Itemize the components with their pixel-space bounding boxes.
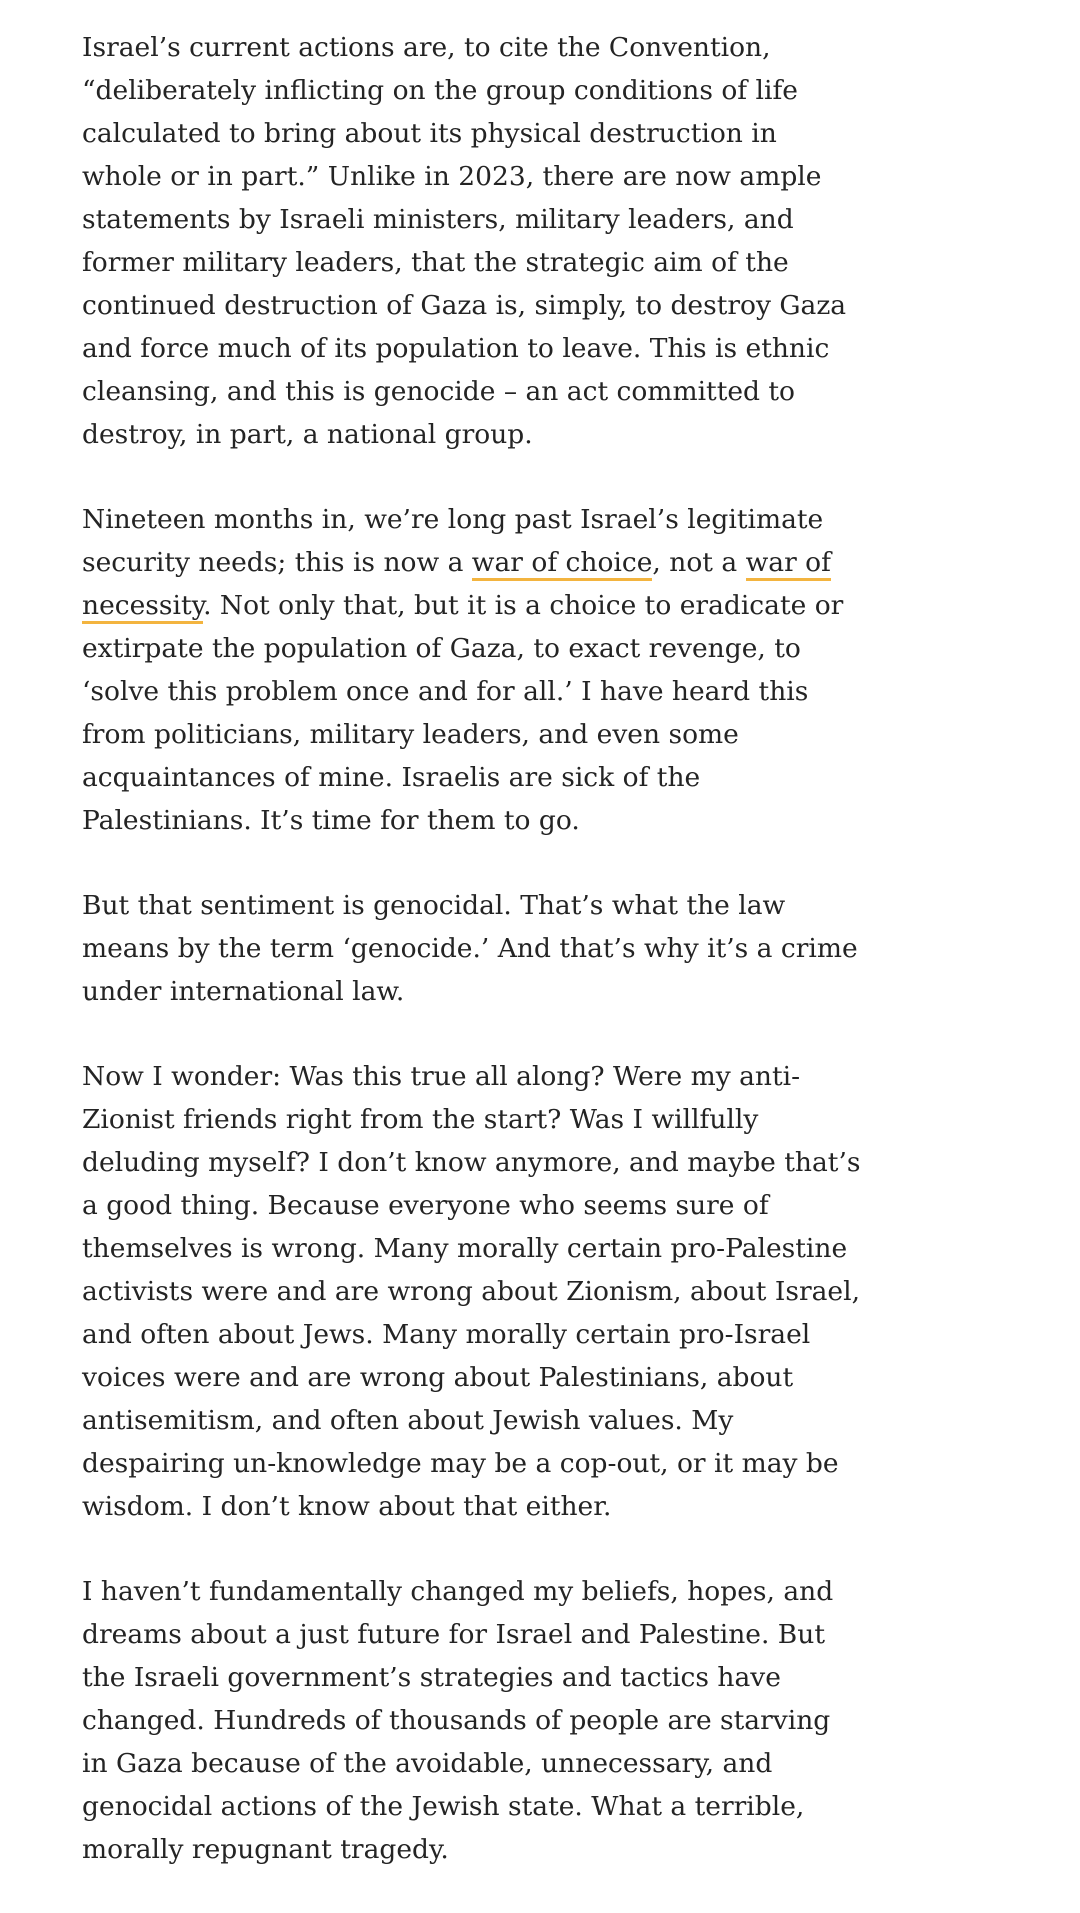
paragraph-2-text-start: Nineteen months in, we’re long past Israel’s legitimate security needs; this is now a bbox=[82, 504, 824, 578]
war-of-necessity-link[interactable]: war of necessity bbox=[82, 547, 831, 624]
paragraph-4-text: Now I wonder: Was this true all along? Were my anti-Zionist friends right from the start? Was I willfully deluding myself? I don’t know anymore, and maybe that’s a good thing. Because everyone who seems sure of themselves is wrong. Many morally certain pro-Palestine activists were and are wrong about Zionism, about Israel, and often about Jews. Many morally certain pro-Israel voices were and are wrong about Palestinians, about antisemitism, and often about Jewish values. My despairing un-knowledge may be a cop-out, or it may be wisdom. I don’t know about that either. bbox=[82, 1061, 861, 1522]
paragraph-2 bbox=[82, 498, 862, 842]
paragraph-1 bbox=[82, 26, 862, 456]
paragraph-2-text-mid: , not a bbox=[652, 547, 746, 578]
article-body bbox=[82, 26, 862, 1913]
war-of-choice-link[interactable]: war of choice bbox=[472, 547, 653, 581]
paragraph-1-text: Israel’s current actions are, to cite the Convention, “deliberately inflicting on the group conditions of life calculated to bring about its physical destruction in whole or in part.” Unlike in 2023, there are now ample statements by Israeli ministers, military leaders, and former military leaders, that the strategic aim of the continued destruction of Gaza is, simply, to destroy Gaza and force much of its population to leave. This is ethnic cleansing, and this is genocide – an act committed to destroy, in part, a national group. bbox=[82, 32, 847, 450]
paragraph-5-text: I haven’t fundamentally changed my beliefs, hopes, and dreams about a just future for Israel and Palestine. But the Israeli government’s strategies and tactics have changed. Hundreds of thousands of people are starving in Gaza because of the avoidable, unnecessary, and genocidal actions of the Jewish state. What a terrible, morally repugnant tragedy. bbox=[82, 1576, 834, 1865]
paragraph-3-text: But that sentiment is genocidal. That’s what the law means by the term ‘genocide.’ And that’s why it’s a crime under international law. bbox=[82, 890, 858, 1007]
paragraph-4 bbox=[82, 1055, 862, 1528]
paragraph-5 bbox=[82, 1570, 862, 1871]
paragraph-3 bbox=[82, 884, 862, 1013]
paragraph-2-text-end: . Not only that, but it is a choice to eradicate or extirpate the population of Gaza, to exact revenge, to ‘solve this problem once and for all.’ I have heard this from politicians, military leaders, and even some acquaintances of mine. Israelis are sick of the Palestinians. It’s time for them to go. bbox=[82, 590, 844, 836]
